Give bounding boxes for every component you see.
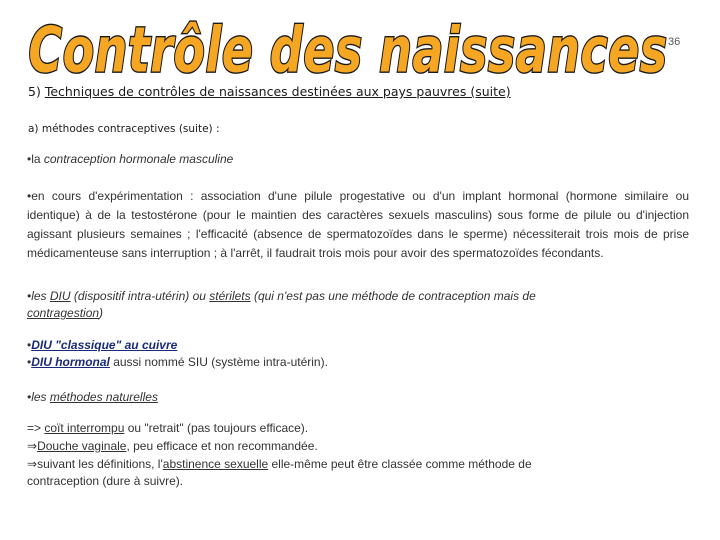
heading-text: Techniques de contrôles de naissances destinées aux pays pauvres (suite) — [44, 84, 511, 99]
section-heading — [28, 84, 511, 99]
bullet-male-hormonal — [27, 151, 233, 168]
douche-rest: , peu efficace et non recommandée. — [126, 439, 318, 453]
contragestion-link[interactable]: contragestion — [27, 306, 100, 320]
bullet-prefix: •les — [27, 289, 50, 303]
experiment-paragraph: •en cours d'expérimentation : association d'une pilule progestative ou d'un implant hormonal (hormone similaire ou identique) à de la testostérone (pour le maintien des caractères sexuels masculins) sous forme de pilule ou d'injection agissant plusieurs semaines ; l'efficacité (absence de spermatozoïdes dans le sperme) nécessiterait trois mois de prise médicamenteuse sans interruption ; à l'arrêt, il faudrait trois mois pour avoir des spermatozoïdes fécondants. — [27, 189, 689, 260]
natural-methods-link[interactable]: méthodes naturelles — [49, 390, 158, 404]
bullet-prefix: • — [27, 355, 32, 369]
diu-hormonal-rest: aussi nommé SIU (système intra-utérin). — [109, 355, 328, 369]
page-number: 36 — [668, 36, 681, 48]
title-banner — [0, 4, 720, 84]
implies-arrow-icon: ⇒ — [27, 439, 38, 453]
page-title: Contrôle des naissances — [28, 13, 668, 84]
bullet-natural — [27, 389, 158, 406]
bullet-prefix: •la — [27, 152, 44, 166]
diu-rest: (qui n'est pas une méthode de contraception mais de — [250, 289, 536, 303]
subheading: a) méthodes contraceptives (suite) : — [28, 123, 220, 135]
natural-line-1 — [27, 420, 308, 437]
diu-desc: (dispositif intra-utérin) ou — [70, 289, 210, 303]
abstinence-prefix: suivant les définitions, l' — [37, 457, 163, 471]
diu-close: ) — [99, 306, 104, 320]
natural-line-2 — [27, 438, 318, 455]
arrow-prefix: => — [27, 421, 45, 435]
bullet-diu — [27, 288, 677, 305]
bullet-prefix: •les — [27, 390, 50, 404]
diu-hormonal-link[interactable]: DIU hormonal — [31, 355, 110, 369]
title-wordart — [0, 4, 720, 84]
diu-link[interactable]: DIU — [49, 289, 71, 303]
diu-line-2 — [27, 305, 103, 322]
male-hormonal-text: contraception hormonale masculine — [43, 152, 234, 166]
heading-prefix: 5) — [28, 84, 45, 99]
abstinence-link[interactable]: abstinence sexuelle — [162, 457, 269, 471]
abstinence-rest: elle-même peut être classée comme méthode de — [268, 457, 532, 471]
natural-line-3 — [27, 456, 532, 473]
coit-rest: ou "retrait" (pas toujours efficace). — [124, 421, 309, 435]
natural-line-4: contraception (dure à suivre). — [27, 474, 184, 488]
douche-link[interactable]: Douche vaginale — [37, 439, 127, 453]
bullet-prefix: • — [27, 338, 32, 352]
implies-arrow-icon: ⇒ — [27, 457, 38, 471]
bullet-diu-hormonal — [27, 354, 328, 371]
diu-classic-link[interactable]: DIU "classique" au cuivre — [31, 338, 178, 352]
sterilets-link[interactable]: stérilets — [209, 289, 251, 303]
bullet-diu-classic — [27, 337, 177, 354]
coit-link[interactable]: coït interrompu — [44, 421, 125, 435]
